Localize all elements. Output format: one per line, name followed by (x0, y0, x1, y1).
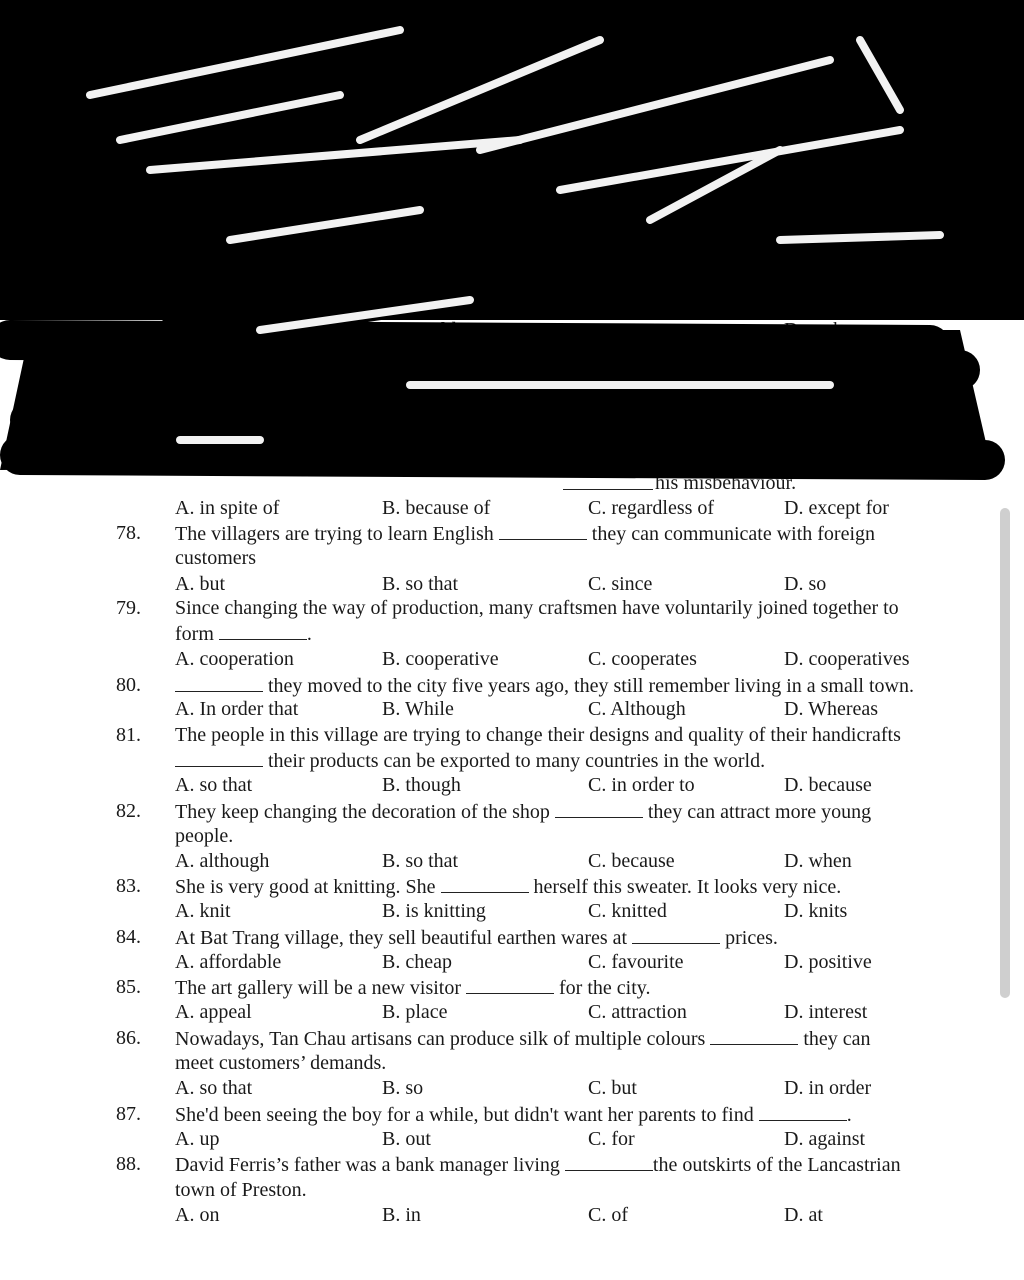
option-b: B. so (382, 1077, 424, 1099)
option-c: C. because (588, 850, 675, 872)
option-a: A. so that (175, 774, 253, 796)
option-d: D. because (784, 774, 872, 796)
option-a: A. so that (175, 1077, 253, 1099)
question-number: 87. (116, 1103, 141, 1125)
option-c: C. favourite (588, 951, 684, 973)
question-text: they moved to the city five years ago, they still remember living in a small town. (175, 673, 914, 698)
partial-text: his misbehaviour. (655, 472, 797, 494)
question-text-cont: people. (175, 825, 234, 847)
question-text-cont: town of Preston. (175, 1179, 307, 1201)
option-a: A. in spite of (175, 497, 280, 519)
question-text: At Bat Trang village, they sell beautiful earthen wares at prices. (175, 927, 778, 949)
option-a: A. appeal (175, 1001, 252, 1023)
option-b: B. place (382, 1001, 448, 1023)
question-number: 85. (116, 976, 141, 998)
answer-blank (563, 471, 653, 496)
question-text-cont: form . (175, 623, 312, 645)
option-b: B. is knitting (382, 900, 486, 922)
option-b: B. out (382, 1128, 431, 1150)
option-d: D. cooperatives (784, 648, 910, 670)
option-d: D. positive (784, 951, 872, 973)
question-number: 78. (116, 522, 141, 544)
question-number: 83. (116, 875, 141, 897)
question-text: She is very good at knitting. She herself this sweater. It looks very nice. (175, 876, 842, 898)
question-number: 81. (116, 724, 141, 746)
option-d: D. Whereas (784, 698, 879, 720)
question-number: 80. (116, 674, 141, 696)
question-text-cont: their products can be exported to many countries in the world. (175, 748, 765, 773)
option-c: C. attraction (588, 1001, 687, 1023)
option-d: D. except for (784, 497, 889, 519)
option-c: C. regardless of (588, 497, 715, 519)
question-text: Since changing the way of production, many craftsmen have voluntarily joined together to (175, 597, 899, 619)
question-text: The people in this village are trying to change their designs and quality of their handicrafts (175, 724, 901, 746)
option-c: C. since (588, 573, 653, 595)
option-b: B. While (382, 698, 454, 720)
option-a: A. affordable (175, 951, 282, 973)
option-d: D. against (784, 1128, 866, 1150)
option-b: B. cheap (382, 951, 452, 973)
option-d: D. at (784, 1204, 823, 1226)
question-text-cont: customers (175, 547, 257, 569)
option-b: B. because of (382, 497, 491, 519)
question-text: The art gallery will be a new visitor for the city. (175, 977, 651, 999)
question-text: Nowadays, Tan Chau artisans can produce silk of multiple colours they can (175, 1028, 871, 1050)
question-text: David Ferris’s father was a bank manager living the outskirts of the Lancastrian (175, 1154, 901, 1176)
option-a: A. knit (175, 900, 231, 922)
option-b: B. in (382, 1204, 421, 1226)
option-c: C. of (588, 1204, 628, 1226)
option-b: B. so that (382, 850, 459, 872)
option-d: D. so (784, 573, 827, 595)
option-c: C. cooperates (588, 648, 697, 670)
option-c: C. for (588, 1128, 635, 1150)
option-a: A. on (175, 1204, 220, 1226)
option-d: D. knits (784, 900, 848, 922)
option-d: D. in order (784, 1077, 872, 1099)
option-b: B. though (382, 774, 461, 796)
question-number: 88. (116, 1153, 141, 1175)
option-a: A. In order that (175, 698, 299, 720)
redaction-scribble (0, 0, 1024, 490)
option-c: C. knitted (588, 900, 667, 922)
option-a: A. cooperation (175, 648, 294, 670)
option-b: B. cooperative (382, 648, 499, 670)
question-text-cont: meet customers’ demands. (175, 1052, 387, 1074)
option-b: B. so that (382, 573, 459, 595)
scrollbar-thumb[interactable] (1000, 508, 1010, 998)
option-c: C. Although (588, 698, 686, 720)
question-number: 84. (116, 926, 141, 948)
question-number: 86. (116, 1027, 141, 1049)
question-number: 82. (116, 800, 141, 822)
question-number: 79. (116, 597, 141, 619)
question-text: The villagers are trying to learn English they can communicate with foreign (175, 523, 876, 545)
question-text: They keep changing the decoration of the shop they can attract more young (175, 801, 872, 823)
option-c: C. in order to (588, 774, 695, 796)
option-a: A. but (175, 573, 225, 595)
option-d: D. interest (784, 1001, 868, 1023)
option-a: A. up (175, 1128, 220, 1150)
option-c: C. but (588, 1077, 637, 1099)
question-text: She'd been seeing the boy for a while, but didn't want her parents to find . (175, 1104, 852, 1126)
option-d: D. when (784, 850, 852, 872)
option-a: A. although (175, 850, 270, 872)
